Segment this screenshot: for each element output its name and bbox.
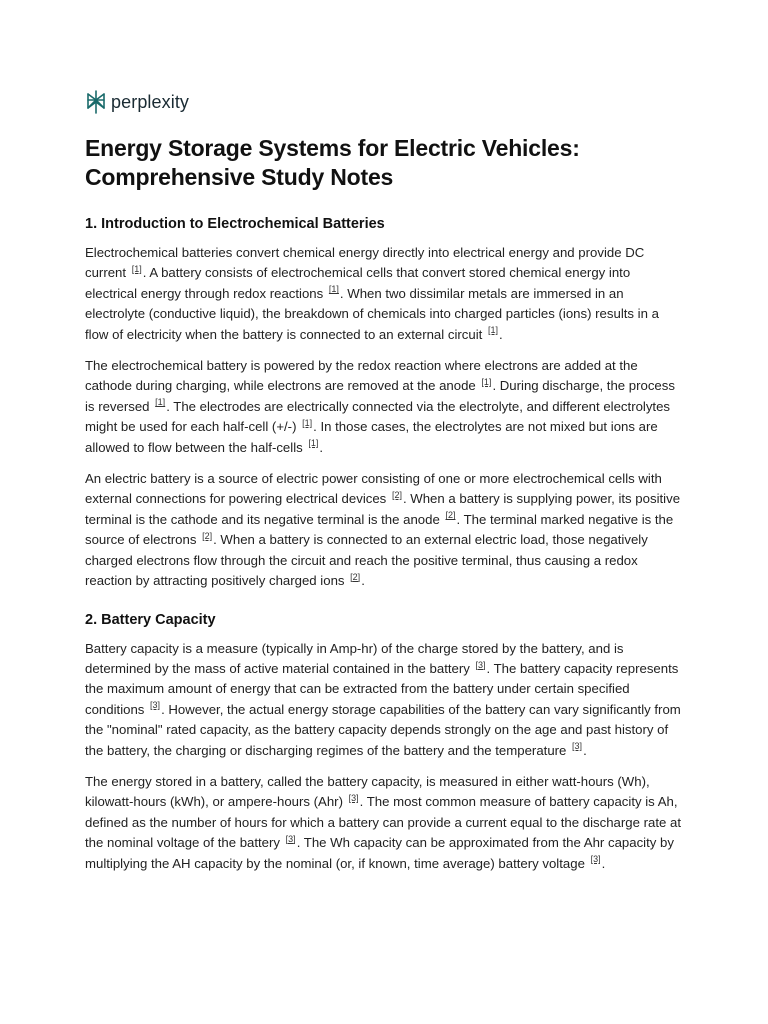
- citation-link[interactable]: [1]: [308, 438, 319, 449]
- citation-link[interactable]: [2]: [350, 571, 361, 582]
- page-title: Energy Storage Systems for Electric Vehicles: Comprehensive Study Notes: [85, 135, 580, 190]
- citation-link[interactable]: [3]: [572, 741, 583, 752]
- citation-link[interactable]: [3]: [590, 854, 601, 865]
- citation-link[interactable]: [2]: [202, 530, 213, 541]
- brand-header[interactable]: [85, 88, 685, 116]
- citation-link[interactable]: [1]: [155, 397, 166, 408]
- paragraph: An electric battery is a source of electric power consisting of one or more electrochemical cells with external connections for powering electrical devices [2]. When a battery is supplying power, its positive terminal is the cathode and its negative terminal is the anode [2]. The terminal marked negative is the source of electrons [2]. When a battery is connected to an external electric load, those negatively charged electrons flow through the circuit and reach the positive terminal, thus causing a redox reaction by attracting positively charged ions [2].: [85, 471, 681, 589]
- citation-link[interactable]: [3]: [348, 792, 359, 803]
- citation-link[interactable]: [1]: [131, 264, 142, 275]
- section-heading-battery-capacity: 2. Battery Capacity: [85, 611, 216, 628]
- citation-link[interactable]: [1]: [481, 377, 492, 388]
- citation-link[interactable]: [2]: [445, 510, 456, 521]
- citation-link[interactable]: [1]: [328, 284, 339, 295]
- citation-link[interactable]: [3]: [150, 700, 161, 711]
- document-page: [85, 88, 685, 874]
- perplexity-logo-icon: [85, 90, 107, 114]
- citation-link[interactable]: [3]: [475, 659, 486, 670]
- citation-link[interactable]: [3]: [285, 833, 296, 844]
- paragraph: The electrochemical battery is powered by the redox reaction where electrons are added at the cathode during charging, while electrons are removed at the anode [1]. During discharge, the process is reversed [1]. The electrodes are electrically connected via the electrolyte, and different electrolytes might be used for each half-cell (+/-) [1]. In those cases, the electrolytes are not mixed but ions are allowed to flow between the half-cells [1].: [85, 358, 675, 455]
- paragraph: Battery capacity is a measure (typically in Amp-hr) of the charge stored by the battery, and is determined by the mass of active material contained in the battery [3]. The battery capacity represents the maximum amount of energy that can be extracted from the battery under certain specified conditions [3]. However, the actual energy storage capabilities of the battery can vary significantly from the "nominal" rated capacity, as the battery capacity depends strongly on the age and past history of the battery, the charging or discharging regimes of the battery and the temperature [3].: [85, 640, 681, 758]
- citation-link[interactable]: [2]: [391, 490, 402, 501]
- citation-link[interactable]: [1]: [302, 417, 313, 428]
- section-heading-introduction: 1. Introduction to Electrochemical Batteries: [85, 216, 385, 232]
- citation-link[interactable]: [1]: [487, 325, 498, 336]
- brand-name: perplexity: [111, 91, 190, 112]
- paragraph: Electrochemical batteries convert chemical energy directly into electrical energy and provide DC current [1]. A battery consists of electrochemical cells that convert stored chemical energy into electrical energy through redox reactions [1]. When two dissimilar metals are immersed in an electrolyte (conductive liquid), the breakdown of chemicals into charged particles (ions) results in a flow of electricity when the battery is connected to an external circuit [1].: [85, 245, 659, 342]
- paragraph: The energy stored in a battery, called the battery capacity, is measured in either watt-hours (Wh), kilowatt-hours (kWh), or ampere-hours (Ahr) [3]. The most common measure of battery capacity is Ah, defined as the number of hours for which a battery can provide a current equal to the discharge rate at the nominal voltage of the battery [3]. The Wh capacity can be approximated from the Ahr capacity by multiplying the AH capacity by the nominal (or, if known, time average) battery voltage [3].: [85, 773, 681, 871]
